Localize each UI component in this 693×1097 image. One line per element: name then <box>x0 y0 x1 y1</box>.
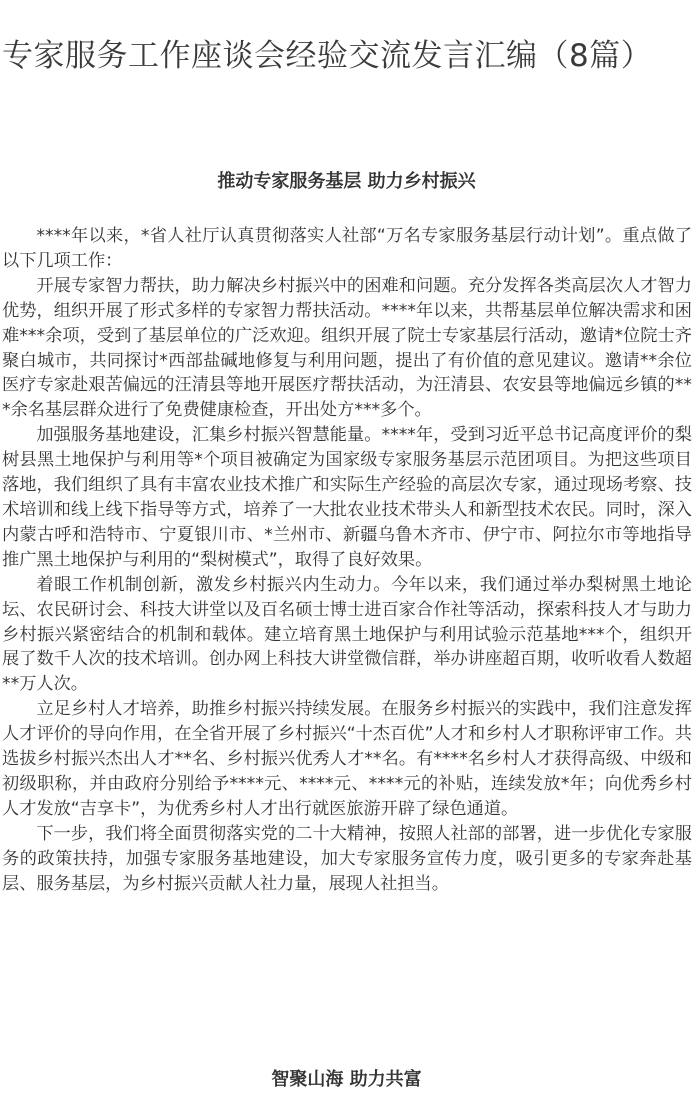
section-body <box>2 224 692 896</box>
document-title: 专家服务工作座谈会经验交流发言汇编（8篇） <box>2 38 653 74</box>
paragraph: 加强服务基地建设，汇集乡村振兴智慧能量。****年，受到习近平总书记高度评价的梨树县黑土地保护与利用等*个项目被确定为国家级专家服务基层示范团项目。为把这些项目落地，我们组织了具有丰富农业技术推广和实际生产经验的高层次专家，通过现场考察、技术培训和线上线下指导等方式，培养了一大批农业技术带头人和新型技术农民。同时，深入内蒙古呼和浩特市、宁夏银川市、*兰州市、新疆乌鲁木齐市、伊宁市、阿拉尔市等地指导推广黑土地保护与利用的“梨树模式”，取得了良好效果。 <box>2 425 692 570</box>
section-heading: 推动专家服务基层 助力乡村振兴 <box>217 171 476 192</box>
paragraph: ****年以来，*省人社厅认真贯彻落实人社部“万名专家服务基层行动计划”。重点做了以下几项工作： <box>2 226 692 271</box>
paragraph: 着眼工作机制创新，激发乡村振兴内生动力。今年以来，我们通过举办梨树黑土地论坛、农民研讨会、科技大讲堂以及百名硕士博士进百家合作社等活动，探索科技人才与助力乡村振兴紧密结合的机制和载体。建立培育黑土地保护与利用试验示范基地***个，组织开展了数千人次的技术培训。创办网上科技大讲堂微信群，举办讲座超百期，收听收看人数超**万人次。 <box>2 574 692 695</box>
paragraph: 下一步，我们将全面贯彻落实党的二十大精神，按照人社部的部署，进一步优化专家服务的政策扶持，加强专家服务基地建设，加大专家服务宣传力度，吸引更多的专家奔赴基层、服务基层，为乡村振兴贡献人社力量，展现人社担当。 <box>2 823 692 894</box>
paragraph: 开展专家智力帮扶，助力解决乡村振兴中的困难和问题。充分发挥各类高层次人才智力优势，组织开展了形式多样的专家智力帮扶活动。****年以来，共帮基层单位解决需求和困难***余项，受到了基层单位的广泛欢迎。组织开展了院士专家基层行活动，邀请*位院士齐聚白城市，共同探讨*西部盐碱地修复与利用问题，提出了有价值的意见建议。邀请**余位医疗专家赴艰苦偏远的汪清县等地开展医疗帮扶活动，为汪清县、农安县等地偏远乡镇的***余名基层群众进行了免费健康检查，开出处方***多个。 <box>2 275 692 421</box>
paragraph: 立足乡村人才培养，助推乡村振兴持续发展。在服务乡村振兴的实践中，我们注意发挥人才评价的导向作用，在全省开展了乡村振兴“十杰百优”人才和乡村人才职称评审工作。共选拔乡村振兴杰出人才**名、乡村振兴优秀人才**名。有****名乡村人才获得高级、中级和初级职称，并由政府分别给予****元、****元、****元的补贴，连续发放*年；向优秀乡村人才发放“吉享卡”，为优秀乡村人才出行就医旅游开辟了绿色通道。 <box>2 699 692 819</box>
section-heading: 智聚山海 助力共富 <box>271 1069 422 1090</box>
